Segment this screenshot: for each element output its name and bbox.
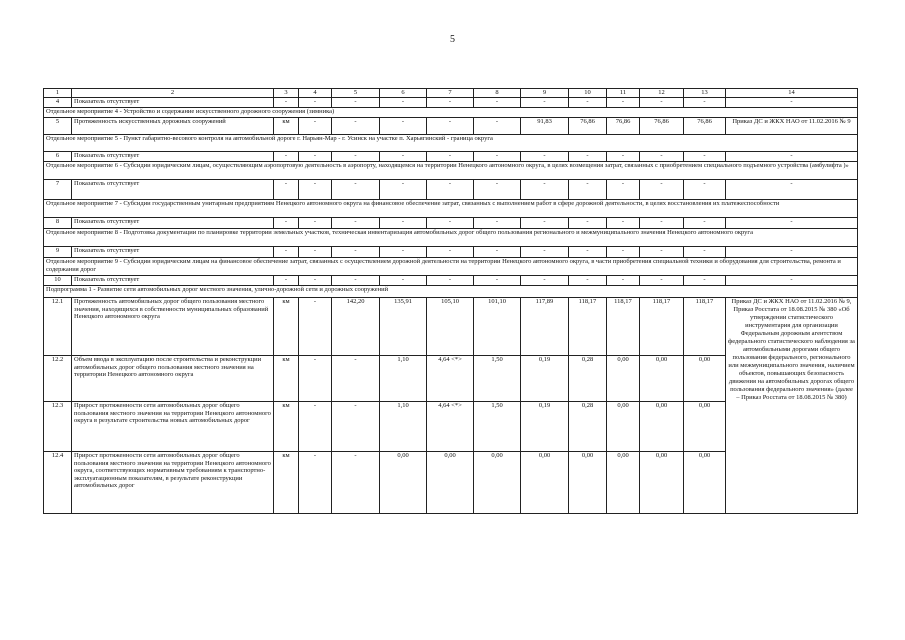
value-cell: - (640, 98, 684, 108)
value-cell: - (299, 180, 332, 200)
header-cell: 10 (569, 89, 607, 98)
legal-basis: Приказ ДС и ЖКХ НАО от 11.02.2016 № 9, Приказ Росстата от 18.08.2015 № 380 «Об утверждении статистического инструментария для организации Федеральным дорожным агентством федерального статистического наблюдения за автомобильными дорогами общего пользования федерального, регионального или межмуниципального значения, наличием объектов, повышающих безопасность движения на автомобильных дорогах общего пользования федерального значения» (далее – Приказ Росстата от 18.08.2015 № 380) (726, 298, 858, 514)
unit: км (274, 118, 299, 135)
value-cell: - (427, 180, 474, 200)
value-cell: - (640, 180, 684, 200)
value-cell: - (427, 218, 474, 229)
indicator-name: Объем ввода в эксплуатацию после строительства и реконструкции автомобильных дорог общего пользования местного значения на территории Ненецкого автономного округа (72, 356, 274, 402)
section-row (44, 229, 858, 247)
value-cell: - (684, 247, 726, 258)
value-cell: 76,86 (569, 118, 607, 135)
value-cell: - (474, 247, 521, 258)
value-cell: - (332, 118, 380, 135)
value-cell: - (474, 152, 521, 162)
value-cell: - (332, 452, 380, 514)
value-cell: - (299, 452, 332, 514)
value-cell: - (332, 247, 380, 258)
unit: км (274, 356, 299, 402)
value-cell: - (521, 247, 569, 258)
value-cell: 91,83 (521, 118, 569, 135)
value-cell: - (474, 118, 521, 135)
value-cell: - (569, 276, 607, 286)
value-cell: - (427, 276, 474, 286)
table-row (44, 180, 858, 200)
section-title: Отдельное мероприятие 5 - Пункт габаритно-весового контроля на автомобильной дороге г. Нарьян-Мар - г. Усинск на участке п. Харьягинский - граница округа (44, 135, 858, 152)
value-cell: 118,17 (640, 298, 684, 356)
value-cell: 135,91 (380, 298, 427, 356)
header-row (44, 89, 858, 98)
value-cell: - (332, 180, 380, 200)
value-cell: 0,19 (521, 402, 569, 452)
section-title: Отдельное мероприятие 8 - Подготовка документации по планировке территории земельных участков, техническая инвентаризация автомобильных дорог общего пользования регионального и межмуниципального значения Ненецкого автономного округа (44, 229, 858, 247)
value-cell: - (299, 356, 332, 402)
value-cell: - (299, 98, 332, 108)
value-cell: - (274, 152, 299, 162)
value-cell: - (427, 152, 474, 162)
header-cell: 1 (44, 89, 72, 98)
row-number: 4 (44, 98, 72, 108)
row-number: 6 (44, 152, 72, 162)
row-number: 5 (44, 118, 72, 135)
value-cell: - (640, 218, 684, 229)
value-cell: - (640, 247, 684, 258)
value-cell: 0,00 (640, 356, 684, 402)
header-cell: 9 (521, 89, 569, 98)
table-row (44, 218, 858, 229)
row-number: 12.1 (44, 298, 72, 356)
value-cell: - (299, 218, 332, 229)
value-cell: - (427, 247, 474, 258)
value-cell: 0,00 (521, 452, 569, 514)
section-row (44, 108, 858, 118)
table-row (44, 152, 858, 162)
value-cell: - (332, 356, 380, 402)
value-cell: 4,64 <*> (427, 356, 474, 402)
value-cell: - (726, 180, 858, 200)
value-cell: 76,86 (684, 118, 726, 135)
value-cell: - (726, 152, 858, 162)
value-cell: 0,00 (427, 452, 474, 514)
value-cell: 1,50 (474, 402, 521, 452)
indicator-name: Показатель отсутствует (72, 218, 274, 229)
value-cell: - (684, 98, 726, 108)
value-cell: - (274, 247, 299, 258)
value-cell: 0,00 (607, 402, 640, 452)
value-cell: - (569, 247, 607, 258)
value-cell: - (332, 402, 380, 452)
value-cell: 101,10 (474, 298, 521, 356)
table-row (44, 247, 858, 258)
value-cell: - (684, 276, 726, 286)
value-cell: - (569, 98, 607, 108)
value-cell: - (640, 152, 684, 162)
value-cell: - (332, 152, 380, 162)
header-cell: 11 (607, 89, 640, 98)
value-cell: 118,17 (607, 298, 640, 356)
value-cell: 0,28 (569, 356, 607, 402)
value-cell: - (332, 276, 380, 286)
value-cell: - (726, 218, 858, 229)
indicator-name: Показатель отсутствует (72, 152, 274, 162)
value-cell: 0,00 (640, 402, 684, 452)
value-cell: 0,00 (607, 356, 640, 402)
row-number: 12.3 (44, 402, 72, 452)
value-cell: - (726, 276, 858, 286)
value-cell: - (299, 298, 332, 356)
value-cell: - (427, 98, 474, 108)
value-cell: - (726, 98, 858, 108)
subprogram-title: Подпрограмма 1 - Развитие сети автомобильных дорог местного значения, улично-дорожной сети и дорожных сооружений (44, 286, 858, 298)
indicator-name: Показатель отсутствует (72, 180, 274, 200)
value-cell: 0,00 (684, 356, 726, 402)
value-cell: - (684, 180, 726, 200)
section-title: Отдельное мероприятие 6 - Субсидии юридическим лицам, осуществляющим аэропортовую деятельность в аэропорту, находящемся на территории Ненецкого автономного округа, в целях возмещения затрат, связанных с приобретением специального подъемного устройства (амбулифта )» (44, 162, 858, 180)
unit: км (274, 298, 299, 356)
value-cell: - (607, 276, 640, 286)
value-cell: - (521, 180, 569, 200)
value-cell: - (299, 247, 332, 258)
section-row (44, 135, 858, 152)
value-cell: - (380, 247, 427, 258)
section-row (44, 200, 858, 218)
section-title: Отдельное мероприятие 4 - Устройство и содержание искусственного дорожного сооружения (зимника) (44, 108, 858, 118)
indicator-name: Прирост протяженности сети автомобильных дорог общего пользования местного значения на территории Ненецкого автономного округа, соответствующих нормативным требованиям к транспортно-эксплуатационным показателям, в результате реконструкции автомобильных дорог (72, 452, 274, 514)
value-cell: 0,28 (569, 402, 607, 452)
header-cell: 4 (299, 89, 332, 98)
value-cell: - (521, 218, 569, 229)
row-number: 10 (44, 276, 72, 286)
value-cell: 0,00 (640, 452, 684, 514)
value-cell: - (332, 218, 380, 229)
value-cell: - (332, 98, 380, 108)
value-cell: 1,10 (380, 402, 427, 452)
value-cell: 0,00 (569, 452, 607, 514)
value-cell: - (274, 276, 299, 286)
header-cell: 5 (332, 89, 380, 98)
value-cell: 1,10 (380, 356, 427, 402)
header-cell: 2 (72, 89, 274, 98)
value-cell: - (474, 218, 521, 229)
value-cell: - (474, 180, 521, 200)
value-cell: 0,00 (474, 452, 521, 514)
value-cell: 76,86 (607, 118, 640, 135)
section-row (44, 162, 858, 180)
value-cell: - (607, 98, 640, 108)
value-cell: - (569, 152, 607, 162)
header-cell: 14 (726, 89, 858, 98)
value-cell: - (380, 152, 427, 162)
value-cell: - (380, 118, 427, 135)
value-cell: 117,89 (521, 298, 569, 356)
value-cell: - (380, 276, 427, 286)
indicator-name: Протяженность искусственных дорожных сооружений (72, 118, 274, 135)
value-cell: 0,19 (521, 356, 569, 402)
value-cell: - (474, 98, 521, 108)
value-cell: 0,00 (607, 452, 640, 514)
value-cell: - (640, 276, 684, 286)
table-row (44, 276, 858, 286)
value-cell: - (726, 247, 858, 258)
table-row (44, 118, 858, 135)
value-cell: - (607, 152, 640, 162)
value-cell: 4,64 <*> (427, 402, 474, 452)
value-cell: 118,17 (684, 298, 726, 356)
section-title: Отдельное мероприятие 7 - Субсидии государственным унитарным предприятиям Ненецкого автономного округа на финансовое обеспечение затрат, связанных с выполнением работ в сфере дорожной деятельности, в целях восстановления их платежеспособности (44, 200, 858, 218)
value-cell: - (569, 218, 607, 229)
row-number: 12.2 (44, 356, 72, 402)
header-cell: 3 (274, 89, 299, 98)
indicator-name: Протяженность автомобильных дорог общего пользования местного значения, находящихся в собственности муниципальных образований Ненецкого автономного округа (72, 298, 274, 356)
legal-basis: Приказ ДС и ЖКХ НАО от 11.02.2016 № 9 (726, 118, 858, 135)
indicator-name: Показатель отсутствует (72, 247, 274, 258)
value-cell: 0,00 (684, 452, 726, 514)
value-cell: 118,17 (569, 298, 607, 356)
value-cell: - (684, 152, 726, 162)
row-number: 12.4 (44, 452, 72, 514)
value-cell: 1,50 (474, 356, 521, 402)
value-cell: 105,10 (427, 298, 474, 356)
value-cell: - (380, 180, 427, 200)
value-cell: - (299, 276, 332, 286)
value-cell: 0,00 (380, 452, 427, 514)
value-cell: - (474, 276, 521, 286)
section-row (44, 258, 858, 276)
value-cell: - (274, 218, 299, 229)
value-cell: - (299, 152, 332, 162)
value-cell: - (521, 152, 569, 162)
indicator-name: Прирост протяженности сети автомобильных дорог общего пользования местного значения на территории Ненецкого автономного округа в результате строительства новых автомобильных дорог (72, 402, 274, 452)
header-cell: 13 (684, 89, 726, 98)
row-number: 7 (44, 180, 72, 200)
unit: км (274, 402, 299, 452)
value-cell: 0,00 (684, 402, 726, 452)
section-row (44, 286, 858, 298)
header-cell: 12 (640, 89, 684, 98)
value-cell: - (684, 218, 726, 229)
value-cell: - (521, 98, 569, 108)
value-cell: - (569, 180, 607, 200)
row-number: 9 (44, 247, 72, 258)
value-cell: - (607, 247, 640, 258)
value-cell: - (274, 98, 299, 108)
row-number: 8 (44, 218, 72, 229)
indicators-table (43, 88, 858, 514)
value-cell: - (521, 276, 569, 286)
table-row (44, 98, 858, 108)
unit: км (274, 452, 299, 514)
value-cell: - (607, 218, 640, 229)
value-cell: - (274, 180, 299, 200)
indicator-name: Показатель отсутствует (72, 276, 274, 286)
value-cell: - (380, 218, 427, 229)
table-row (44, 298, 858, 356)
value-cell: 76,86 (640, 118, 684, 135)
value-cell: - (299, 402, 332, 452)
section-title: Отдельное мероприятие 9 - Субсидии юридическим лицам на финансовое обеспечение затрат, связанных с осуществлением дорожной деятельности на территории Ненецкого автономного округа, в части приобретения специальной техники и оборудования для строительства, ремонта и содержания дорог (44, 258, 858, 276)
value-cell: - (427, 118, 474, 135)
indicator-name: Показатель отсутствует (72, 98, 274, 108)
header-cell: 8 (474, 89, 521, 98)
header-cell: 7 (427, 89, 474, 98)
value-cell: 142,20 (332, 298, 380, 356)
value-cell: - (380, 98, 427, 108)
value-cell: - (607, 180, 640, 200)
value-cell: - (299, 118, 332, 135)
header-cell: 6 (380, 89, 427, 98)
page-number: 5 (450, 34, 455, 45)
